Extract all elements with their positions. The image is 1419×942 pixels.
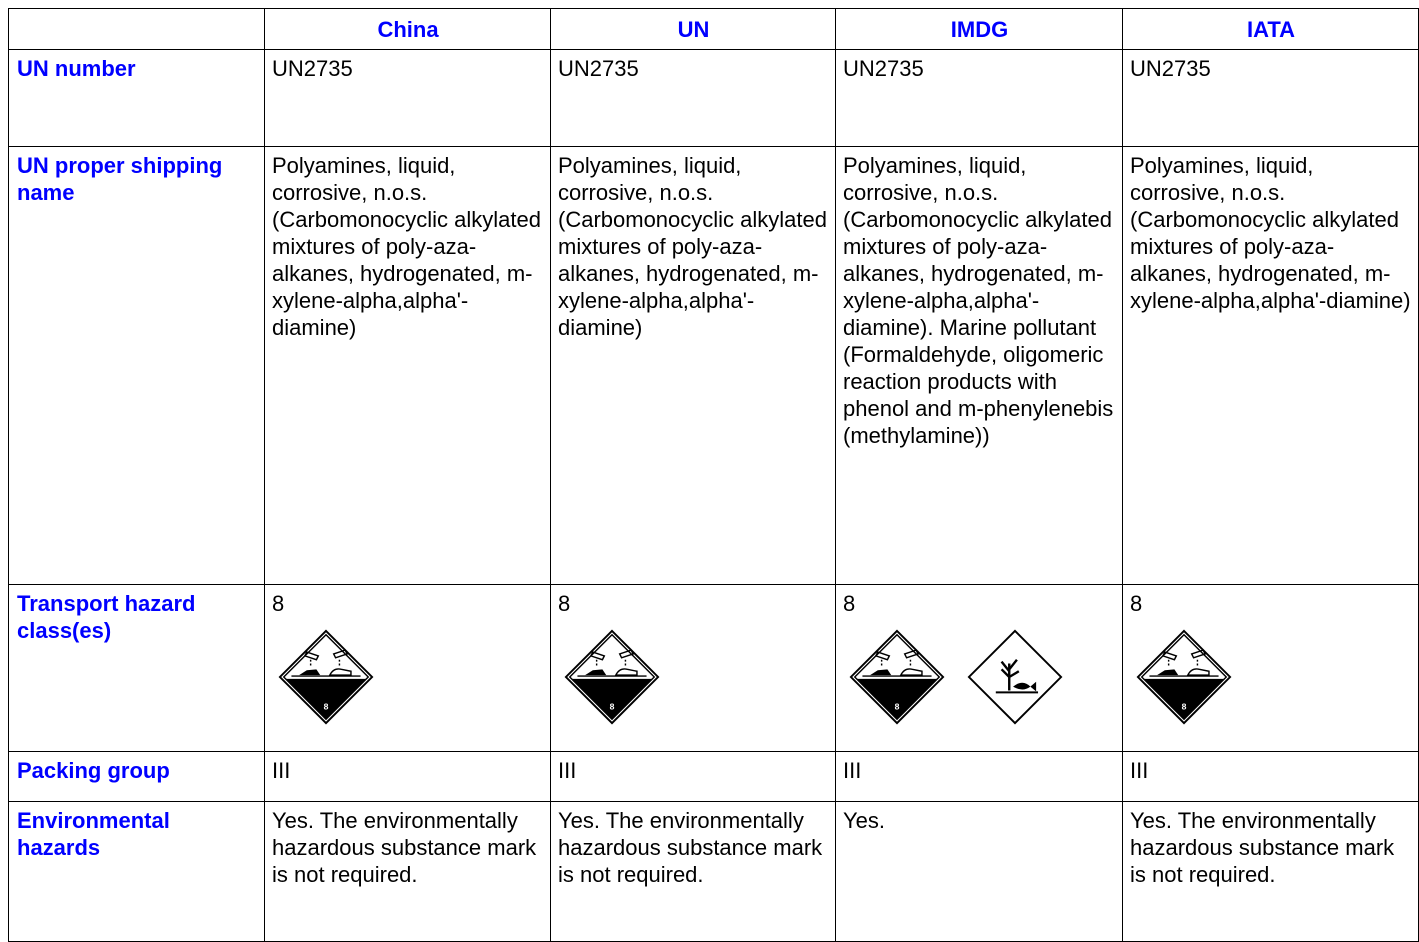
header-row	[9, 9, 1419, 50]
table-row-shipping-name	[9, 147, 1419, 585]
cell-environmental-imdg: Yes.	[836, 802, 1123, 942]
pictogram-class-number: 8	[1181, 701, 1187, 712]
cell-hazard-class-un	[551, 585, 836, 752]
hazard-class-value: 8	[843, 591, 856, 616]
cell-hazard-class-china	[265, 585, 551, 752]
hazard-class-value: 8	[1130, 591, 1143, 616]
cell-hazard-class-imdg	[836, 585, 1123, 752]
hazard-class-value: 8	[558, 591, 571, 616]
environmental-hazard-pictogram-icon	[967, 629, 1063, 725]
cell-un-number-china: UN2735	[265, 50, 551, 147]
cell-environmental-china: Yes. The environmentally hazardous substance mark is not required.	[265, 802, 551, 942]
column-header-un: UN	[551, 9, 836, 50]
table-row-un-number	[9, 50, 1419, 147]
cell-un-number-iata: UN2735	[1123, 50, 1419, 147]
column-header-imdg: IMDG	[836, 9, 1123, 50]
hazard-pictograms	[558, 629, 829, 739]
cell-shipping-name-china: Polyamines, liquid, corrosive, n.o.s. (Carbomonocyclic alkylated mixtures of poly-aza-alkanes, hydrogenated, m-xylene-alpha,alpha'-diamine)	[265, 147, 551, 585]
cell-packing-group-un: III	[551, 752, 836, 802]
hazard-pictograms	[843, 629, 1116, 739]
corrosive-pictogram-icon	[564, 629, 660, 725]
pictogram-class-number: 8	[323, 701, 329, 712]
cell-un-number-imdg: UN2735	[836, 50, 1123, 147]
cell-environmental-iata: Yes. The environmentally hazardous substance mark is not required.	[1123, 802, 1419, 942]
cell-packing-group-imdg: III	[836, 752, 1123, 802]
cell-shipping-name-un: Polyamines, liquid, corrosive, n.o.s. (Carbomonocyclic alkylated mixtures of poly-aza-alkanes, hydrogenated, m-xylene-alpha,alpha'-diamine)	[551, 147, 836, 585]
corrosive-pictogram-icon	[278, 629, 374, 725]
cell-hazard-class-iata	[1123, 585, 1419, 752]
cell-shipping-name-imdg: Polyamines, liquid, corrosive, n.o.s. (Carbomonocyclic alkylated mixtures of poly-aza-alkanes, hydrogenated, m-xylene-alpha,alpha'-diamine). Marine pollutant (Formaldehyde, oligomeric reaction products with phenol and m-phenylenebis (methylamine))	[836, 147, 1123, 585]
pictogram-class-number: 8	[894, 701, 900, 712]
row-label-packing-group: Packing group	[9, 752, 265, 802]
pictogram-class-number: 8	[609, 701, 615, 712]
cell-packing-group-iata: III	[1123, 752, 1419, 802]
row-label-hazard-class: Transport hazard class(es)	[9, 585, 265, 752]
cell-un-number-un: UN2735	[551, 50, 836, 147]
cell-packing-group-china: III	[265, 752, 551, 802]
corrosive-pictogram-icon	[849, 629, 945, 725]
table-row-packing-group	[9, 752, 1419, 802]
table-row-environmental	[9, 802, 1419, 942]
cell-shipping-name-iata: Polyamines, liquid, corrosive, n.o.s. (Carbomonocyclic alkylated mixtures of poly-aza-alkanes, hydrogenated, m-xylene-alpha,alpha'-diamine)	[1123, 147, 1419, 585]
row-label-un-number: UN number	[9, 50, 265, 147]
transport-information-table	[8, 8, 1419, 942]
corrosive-pictogram-icon	[1136, 629, 1232, 725]
table-row-hazard-class	[9, 585, 1419, 752]
hazard-class-value: 8	[272, 591, 285, 616]
row-label-environmental: Environmental hazards	[9, 802, 265, 942]
column-header-iata: IATA	[1123, 9, 1419, 50]
row-label-shipping-name: UN proper shipping name	[9, 147, 265, 585]
hazard-pictograms	[272, 629, 544, 739]
hazard-pictograms	[1130, 629, 1412, 739]
column-header-china: China	[265, 9, 551, 50]
cell-environmental-un: Yes. The environmentally hazardous substance mark is not required.	[551, 802, 836, 942]
header-empty-cell	[9, 9, 265, 50]
